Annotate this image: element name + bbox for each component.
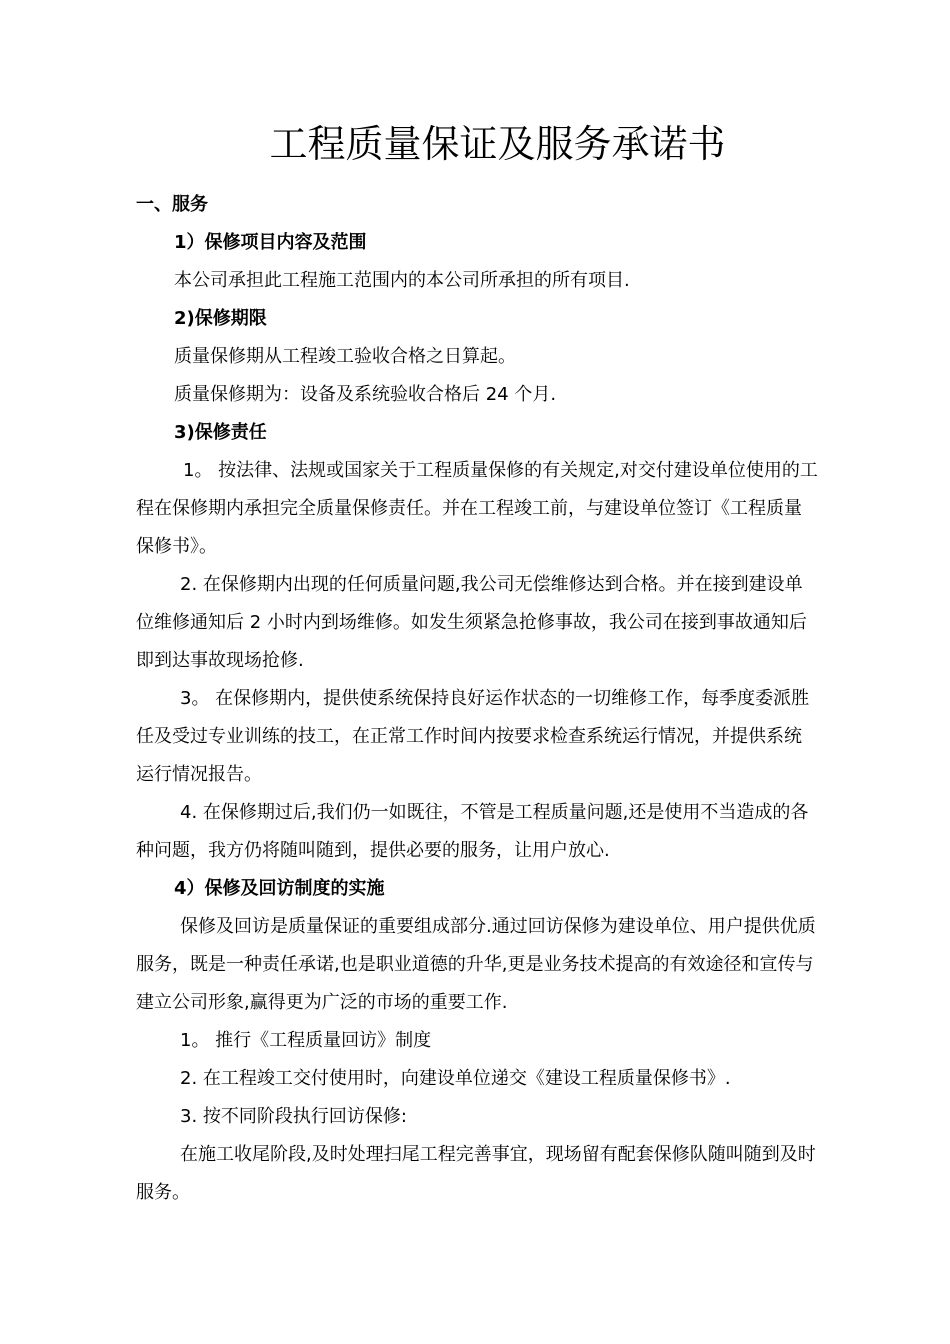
paragraph-line: 保修及回访是质量保证的重要组成部分.通过回访保修为建设单位、用户提供优质	[180, 916, 816, 937]
paragraph-line: 在施工收尾阶段,及时处理扫尾工程完善事宜，现场留有配套保修队随叫随到及时	[180, 1144, 816, 1165]
paragraph-line: 位维修通知后 2 小时内到场维修。如发生须紧急抢修事故，我公司在接到事故通知后	[136, 612, 807, 633]
paragraph-line: 4. 在保修期过后,我们仍一如既往，不管是工程质量问题,还是使用不当造成的各	[180, 802, 809, 823]
paragraph-line: 3。 在保修期内，提供使系统保持良好运作状态的一切维修工作，每季度委派胜	[180, 688, 810, 709]
paragraph-line: 种问题，我方仍将随叫随到，提供必要的服务，让用户放心.	[136, 840, 610, 861]
paragraph-line: 2. 在保修期内出现的任何质量问题,我公司无偿维修达到合格。并在接到建设单	[180, 574, 803, 595]
paragraph-line: 3. 按不同阶段执行回访保修:	[180, 1106, 407, 1127]
paragraph-line: 即到达事故现场抢修.	[136, 650, 304, 671]
subheading-scope: 1）保修项目内容及范围	[174, 232, 367, 253]
paragraph-line: 服务，既是一种责任承诺,也是职业道德的升华,更是业务技术提高的有效途径和宣传与	[136, 954, 814, 975]
paragraph-line: 质量保修期从工程竣工验收合格之日算起。	[174, 346, 516, 367]
paragraph-line: 程在保修期内承担完全质量保修责任。并在工程竣工前，与建设单位签订《工程质量	[136, 498, 802, 519]
paragraph-line: 2. 在工程竣工交付使用时，向建设单位递交《建设工程质量保修书》.	[180, 1068, 731, 1089]
paragraph-line: 服务。	[136, 1182, 190, 1203]
paragraph-line: 1。 推行《工程质量回访》制度	[180, 1030, 432, 1051]
paragraph-line: 本公司承担此工程施工范围内的本公司所承担的所有项目.	[174, 270, 630, 291]
paragraph-line: 1。 按法律、法规或国家关于工程质量保修的有关规定,对交付建设单位使用的工	[183, 460, 818, 481]
paragraph-line: 任及受过专业训练的技工，在正常工作时间内按要求检查系统运行情况，并提供系统	[136, 726, 802, 747]
subheading-responsibility: 3)保修责任	[174, 422, 267, 443]
paragraph-line: 质量保修期为：设备及系统验收合格后 24 个月.	[174, 384, 557, 405]
paragraph-line: 保修书》。	[136, 536, 217, 557]
document-title: 工程质量保证及服务承诺书	[269, 122, 726, 166]
section-heading-service: 一、服务	[136, 194, 208, 215]
paragraph-line: 建立公司形象,赢得更为广泛的市场的重要工作.	[136, 992, 508, 1013]
subheading-revisit: 4）保修及回访制度的实施	[174, 878, 385, 899]
subheading-period: 2)保修期限	[174, 308, 267, 329]
paragraph-line: 运行情况报告。	[136, 764, 262, 785]
